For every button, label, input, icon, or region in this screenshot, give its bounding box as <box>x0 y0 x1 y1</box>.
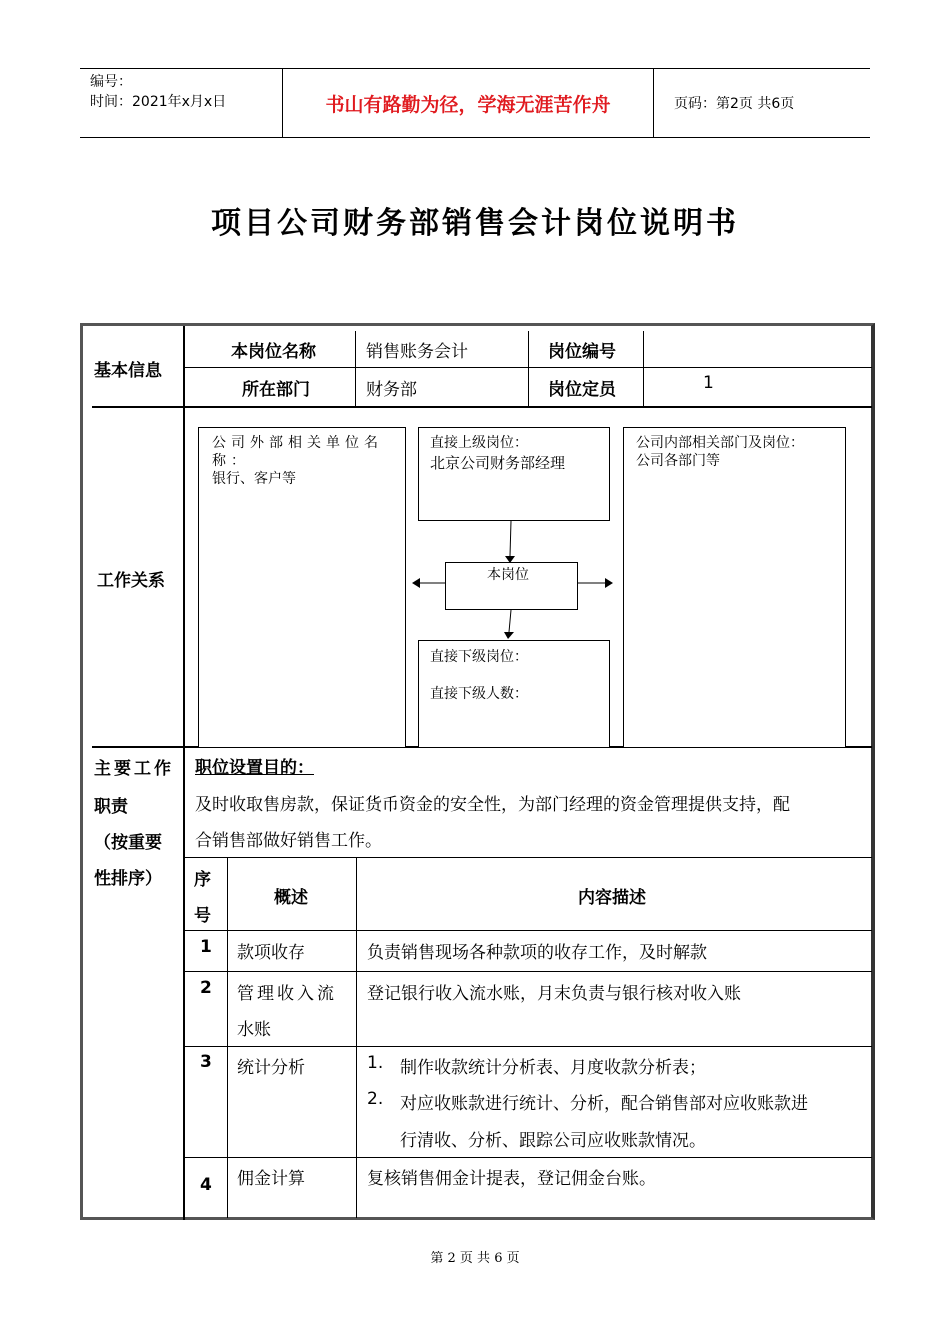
duty-row-2-desc: 登记银行收入流水账，月末负责与银行核对收入账 <box>367 984 741 1004</box>
arrow-right-icon <box>605 578 613 588</box>
col-desc-header: 内容描述 <box>578 888 646 908</box>
header-meta <box>80 69 283 137</box>
duty-row-1-desc: 负责销售现场各种款项的收存工作，及时解款 <box>367 943 707 963</box>
external-units-value: 银行、客户等 <box>212 471 296 487</box>
duty-row-3-item-2-text: 对应收账款进行统计、分析，配合销售部对应收账款进 <box>400 1094 808 1114</box>
duty-row-2-summary: 管理收入流 <box>237 984 337 1004</box>
header-motto: 书山有路勤为径，学海无涯苦作舟 <box>283 69 654 137</box>
headcount-label: 岗位定员 <box>548 380 616 400</box>
relation-arrows <box>400 515 630 645</box>
duties-label-line3: （按重要 <box>94 833 162 853</box>
purpose-line-1: 及时收取售房款，保证货币资金的安全性，为部门经理的资金管理提供支持，配 <box>195 795 790 815</box>
duty-row-4-summary: 佣金计算 <box>237 1169 305 1189</box>
superior-label: 直接上级岗位： <box>430 435 528 451</box>
duty-row-3-item-2-num: 2. <box>367 1089 384 1109</box>
duty-row-4-no: 4 <box>200 1175 212 1195</box>
duty-row-1-no: 1 <box>200 937 212 957</box>
duty-row-1-summary: 款项收存 <box>237 943 305 963</box>
running-header <box>80 68 870 138</box>
arrow-left-icon <box>412 578 420 588</box>
purpose-line-2: 合销售部做好销售工作。 <box>195 831 382 851</box>
duty-row-3-item-1-num: 1. <box>367 1053 384 1073</box>
duty-row-2-summary-cont: 水账 <box>237 1020 271 1040</box>
duty-row-3-item-1-text: 制作收款统计分析表、月度收款分析表； <box>400 1058 706 1078</box>
position-name-label: 本岗位名称 <box>231 342 316 362</box>
duty-row-3-no: 3 <box>200 1052 212 1072</box>
doc-time-label: 时间：2021年x月x日 <box>90 94 227 110</box>
position-code-label: 岗位编号 <box>548 342 616 362</box>
duty-row-2-no: 2 <box>200 978 212 998</box>
self-position-label: 本岗位 <box>487 567 529 583</box>
work-relations-label: 工作关系 <box>97 571 165 591</box>
duty-row-3-item-2-cont: 行清收、分析、跟踪公司应收账款情况。 <box>400 1131 706 1151</box>
col-no-line2: 号 <box>194 906 211 926</box>
internal-depts-value: 公司各部门等 <box>636 453 720 469</box>
doc-number-label: 编号： <box>90 74 132 90</box>
arrow-down-icon <box>504 632 514 639</box>
purpose-label: 职位设置目的： <box>195 758 314 778</box>
internal-depts-box <box>623 427 846 748</box>
subordinate-label: 直接下级岗位： <box>430 649 528 665</box>
document-title: 项目公司财务部销售会计岗位说明书 <box>211 206 739 241</box>
superior-value: 北京公司财务部经理 <box>430 454 566 472</box>
duty-row-4-desc: 复核销售佣金计提表，登记佣金台账。 <box>367 1169 656 1189</box>
internal-depts-label: 公司内部相关部门及岗位： <box>636 435 804 451</box>
headcount-value: 1 <box>703 373 714 393</box>
duties-label-line4: 性排序） <box>94 869 162 889</box>
arrow-down-icon <box>505 556 515 563</box>
duties-label-line1: 主要工作 <box>94 759 174 779</box>
col-summary-header: 概述 <box>274 888 308 908</box>
col-no-line1: 序 <box>194 870 211 890</box>
header-page-label: 页码：第2页 共6页 <box>674 96 795 112</box>
external-units-title: 公司外部相关单位名 <box>212 435 383 451</box>
duty-row-3-summary: 统计分析 <box>237 1058 305 1078</box>
department-value: 财务部 <box>366 380 417 400</box>
department-label: 所在部门 <box>242 380 310 400</box>
subordinate-count-label: 直接下级人数： <box>430 686 528 702</box>
duties-label-line2: 职责 <box>94 797 128 817</box>
page-footer: 第 2 页 共 6 页 <box>430 1251 520 1266</box>
position-name-value: 销售账务会计 <box>366 342 468 362</box>
basic-info-label: 基本信息 <box>94 361 162 381</box>
external-units-title-cont: 称： <box>212 453 250 469</box>
